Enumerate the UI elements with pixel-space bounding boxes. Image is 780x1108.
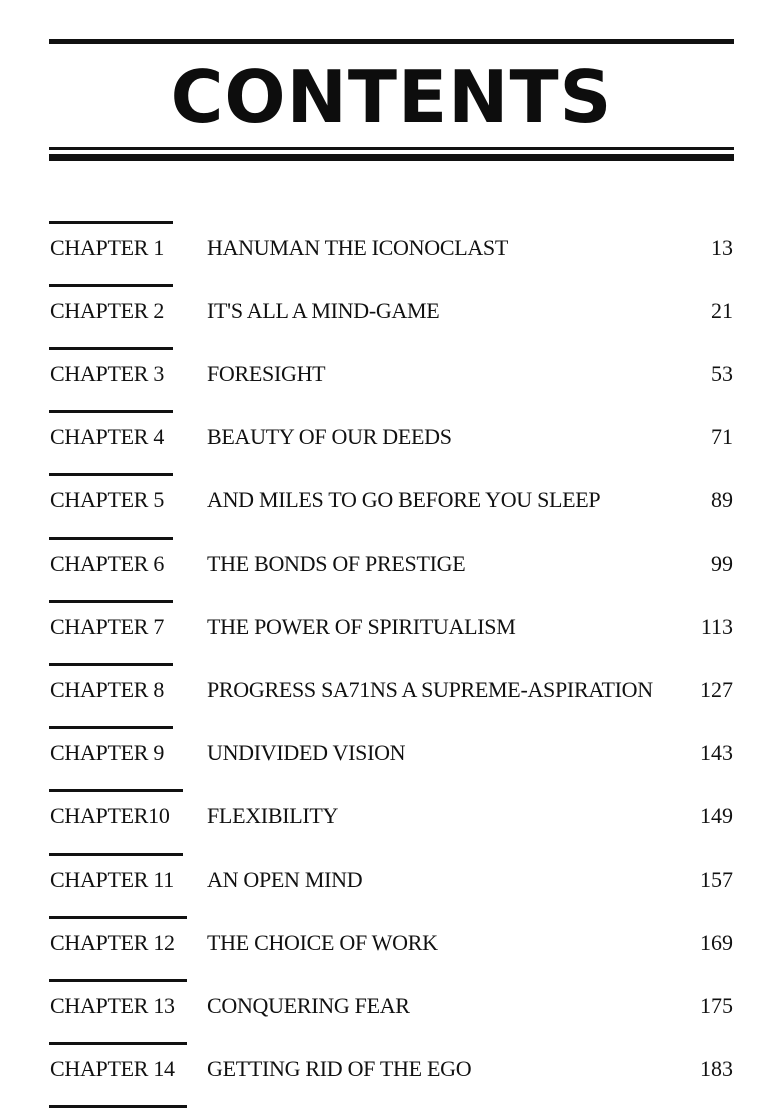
chapter-label: CHAPTER 9: [50, 740, 165, 765]
chapter-row: [0, 544, 780, 584]
chapter-divider: [49, 284, 173, 287]
chapter-divider: [49, 221, 173, 224]
chapter-divider: [49, 347, 173, 350]
chapter-title: AND MILES TO GO BEFORE YOU SLEEP: [207, 487, 601, 512]
chapter-label: CHAPTER 4: [50, 424, 165, 449]
chapter-divider: [49, 853, 183, 856]
chapter-divider: [49, 916, 187, 919]
chapter-page-number: 71: [711, 424, 733, 449]
chapter-page-number: 99: [711, 551, 733, 576]
chapter-divider: [49, 979, 187, 982]
chapter-title: FORESIGHT: [207, 361, 326, 386]
chapter-page-number: 113: [700, 614, 733, 639]
chapter-page-number: 157: [700, 867, 733, 892]
chapter-divider: [49, 1042, 187, 1045]
chapter-label: CHAPTER10: [50, 803, 170, 828]
chapter-row: [0, 417, 780, 457]
chapter-page-number: 127: [700, 677, 733, 702]
chapter-title: THE BONDS OF PRESTIGE: [207, 551, 466, 576]
chapter-page-number: 89: [711, 487, 733, 512]
chapter-title: AN OPEN MIND: [207, 867, 363, 892]
chapter-page-number: 13: [711, 235, 733, 260]
chapter-title: BEAUTY OF OUR DEEDS: [207, 424, 452, 449]
chapter-row: [0, 228, 780, 268]
chapter-label: CHAPTER 1: [50, 235, 165, 260]
chapter-page-number: 21: [711, 298, 733, 323]
chapter-title: PROGRESS SA71NS A SUPREME-ASPIRATION: [207, 677, 653, 702]
chapter-title: IT'S ALL A MIND-GAME: [207, 298, 440, 323]
chapter-label: CHAPTER 14: [50, 1056, 175, 1081]
chapter-title: UNDIVIDED VISION: [207, 740, 406, 765]
chapter-row: [0, 354, 780, 394]
chapter-label: CHAPTER 2: [50, 298, 165, 323]
chapter-divider: [49, 473, 173, 476]
chapter-label: CHAPTER 6: [50, 551, 165, 576]
chapter-page-number: 53: [711, 361, 733, 386]
chapter-divider: [49, 726, 173, 729]
chapter-row: [0, 986, 780, 1026]
chapter-title: THE CHOICE OF WORK: [207, 930, 438, 955]
chapter-page-number: 175: [700, 993, 733, 1018]
chapter-row: [0, 923, 780, 963]
chapter-row: [0, 796, 780, 836]
chapter-title: THE POWER OF SPIRITUALISM: [207, 614, 516, 639]
chapter-label: CHAPTER 13: [50, 993, 175, 1018]
chapter-label: CHAPTER 5: [50, 487, 165, 512]
chapter-title: FLEXIBILITY: [207, 803, 339, 828]
chapter-row: [0, 733, 780, 773]
chapter-row: [0, 860, 780, 900]
chapter-page-number: 169: [700, 930, 733, 955]
chapter-divider: [49, 410, 173, 413]
chapter-title: GETTING RID OF THE EGO: [207, 1056, 472, 1081]
chapter-row: [0, 607, 780, 647]
chapter-title: HANUMAN THE ICONOCLAST: [207, 235, 508, 260]
chapter-label: CHAPTER 3: [50, 361, 165, 386]
chapter-row: [0, 480, 780, 520]
chapter-divider: [49, 663, 173, 666]
chapter-title: CONQUERING FEAR: [207, 993, 410, 1018]
page-title: CONTENTS: [170, 55, 613, 139]
chapter-page-number: 183: [700, 1056, 733, 1081]
chapter-label: CHAPTER 7: [50, 614, 165, 639]
chapter-row: [0, 670, 780, 710]
chapter-divider: [49, 537, 173, 540]
chapter-row: [0, 1049, 780, 1089]
chapter-label: CHAPTER 8: [50, 677, 165, 702]
chapter-row: [0, 291, 780, 331]
chapter-page-number: 143: [700, 740, 733, 765]
chapter-divider: [49, 600, 173, 603]
chapter-label: CHAPTER 11: [50, 867, 174, 892]
chapter-divider: [49, 789, 183, 792]
chapter-page-number: 149: [700, 803, 733, 828]
chapter-label: CHAPTER 12: [50, 930, 175, 955]
